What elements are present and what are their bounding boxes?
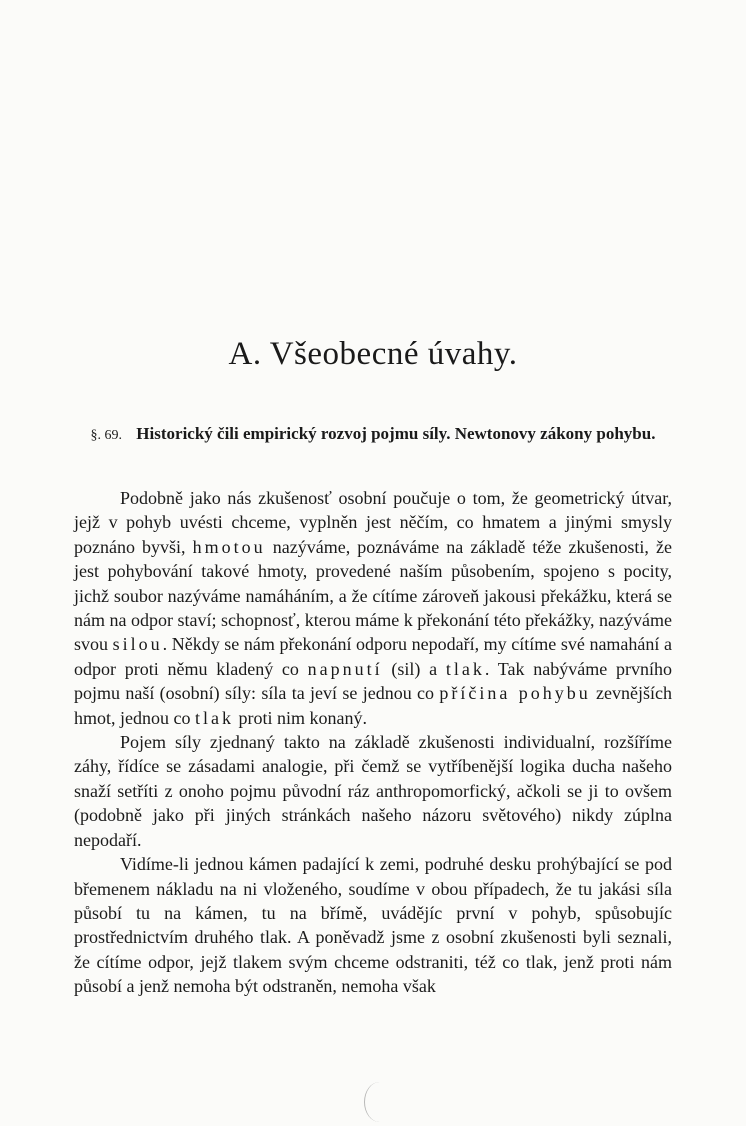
text-segment: Podobně jako nás zkušenosť osobní poučuje o tom, že geometrický útvar, jejž v pohyb uvésti chceme, vyplněn jest něčím, co hmatem a jinými smysly poznáno byvši, <box>74 488 672 557</box>
text-segment: . Někdy se nám překonání odporu nepodaří, my cítíme své namahání a odpor proti němu kladený co <box>74 634 672 679</box>
body-text <box>74 486 672 999</box>
spaced-term: hmotou <box>192 536 266 557</box>
section-number: §. 69. <box>90 428 123 443</box>
text-segment: (sil) a <box>382 658 446 679</box>
spaced-term: napnutí <box>307 658 383 679</box>
text-segment: Pojem síly zjednaný takto na základě zkušenosti individualní, rozšíříme záhy, řídíce se zásadami analogie, při čemž se vytříbenější logika ducha našeho snaží setříti z onoho pojmu původní ráz anthropomorfický, ačkoli se ji to ovšem (podobně jako při jiných stránkách našeho názoru světového) nikdy zúplna nepodaří. <box>74 732 672 850</box>
spaced-term: silou <box>112 634 163 655</box>
spaced-term: tlak <box>445 658 485 679</box>
spaced-term: příčina pohybu <box>439 683 591 704</box>
paragraph-2 <box>74 730 672 852</box>
pencil-mark <box>364 1082 395 1122</box>
text-segment: Vidíme-li jednou kámen padající k zemi, podruhé desku prohýbající se pod břemenem nákladu na ni vloženého, soudíme v obou případech, že tu jakási síla působí tu na kámen, tu na břímě, uvádějíc první v pohyb, spůsobujíc prostřednictvím druhého tlak. A poněvadž jsme z osobní zkušenosti byli seznali, že cítíme odpor, jejž tlakem svým chceme odstraniti, též co tlak, jenž proti nám působí a jenž nemoha být odstraněn, nemoha však <box>74 854 672 997</box>
paragraph-1 <box>74 486 672 730</box>
text-segment: proti nim konaný. <box>233 707 367 728</box>
text-segment: nazýváme, poznáváme na základě téže zkušenosti, že jest pohybování takové hmoty, provedené naším působením, spojeno s pocity, jichž soubor nazýváme namáháním, a že cítíme zároveň jakousi překážku, která se nám na odpor staví; schopnosť, kterou máme k překonání této překážky, nazýváme svou <box>74 536 672 655</box>
spaced-term: tlak <box>194 707 234 728</box>
text-segment: . Tak nabýváme prvního pojmu naší (osobní) síly: síla ta jeví se jednou co <box>74 658 672 704</box>
chapter-title: A. Všeobecné úvahy. <box>228 336 518 372</box>
section-title: Historický čili empirický rozvoj pojmu síly. Newtonovy zákony pohybu. <box>136 424 656 443</box>
paragraph-3 <box>74 852 672 998</box>
text-segment: zevnějších hmot, jednou co <box>74 683 673 728</box>
section-heading <box>74 422 672 448</box>
